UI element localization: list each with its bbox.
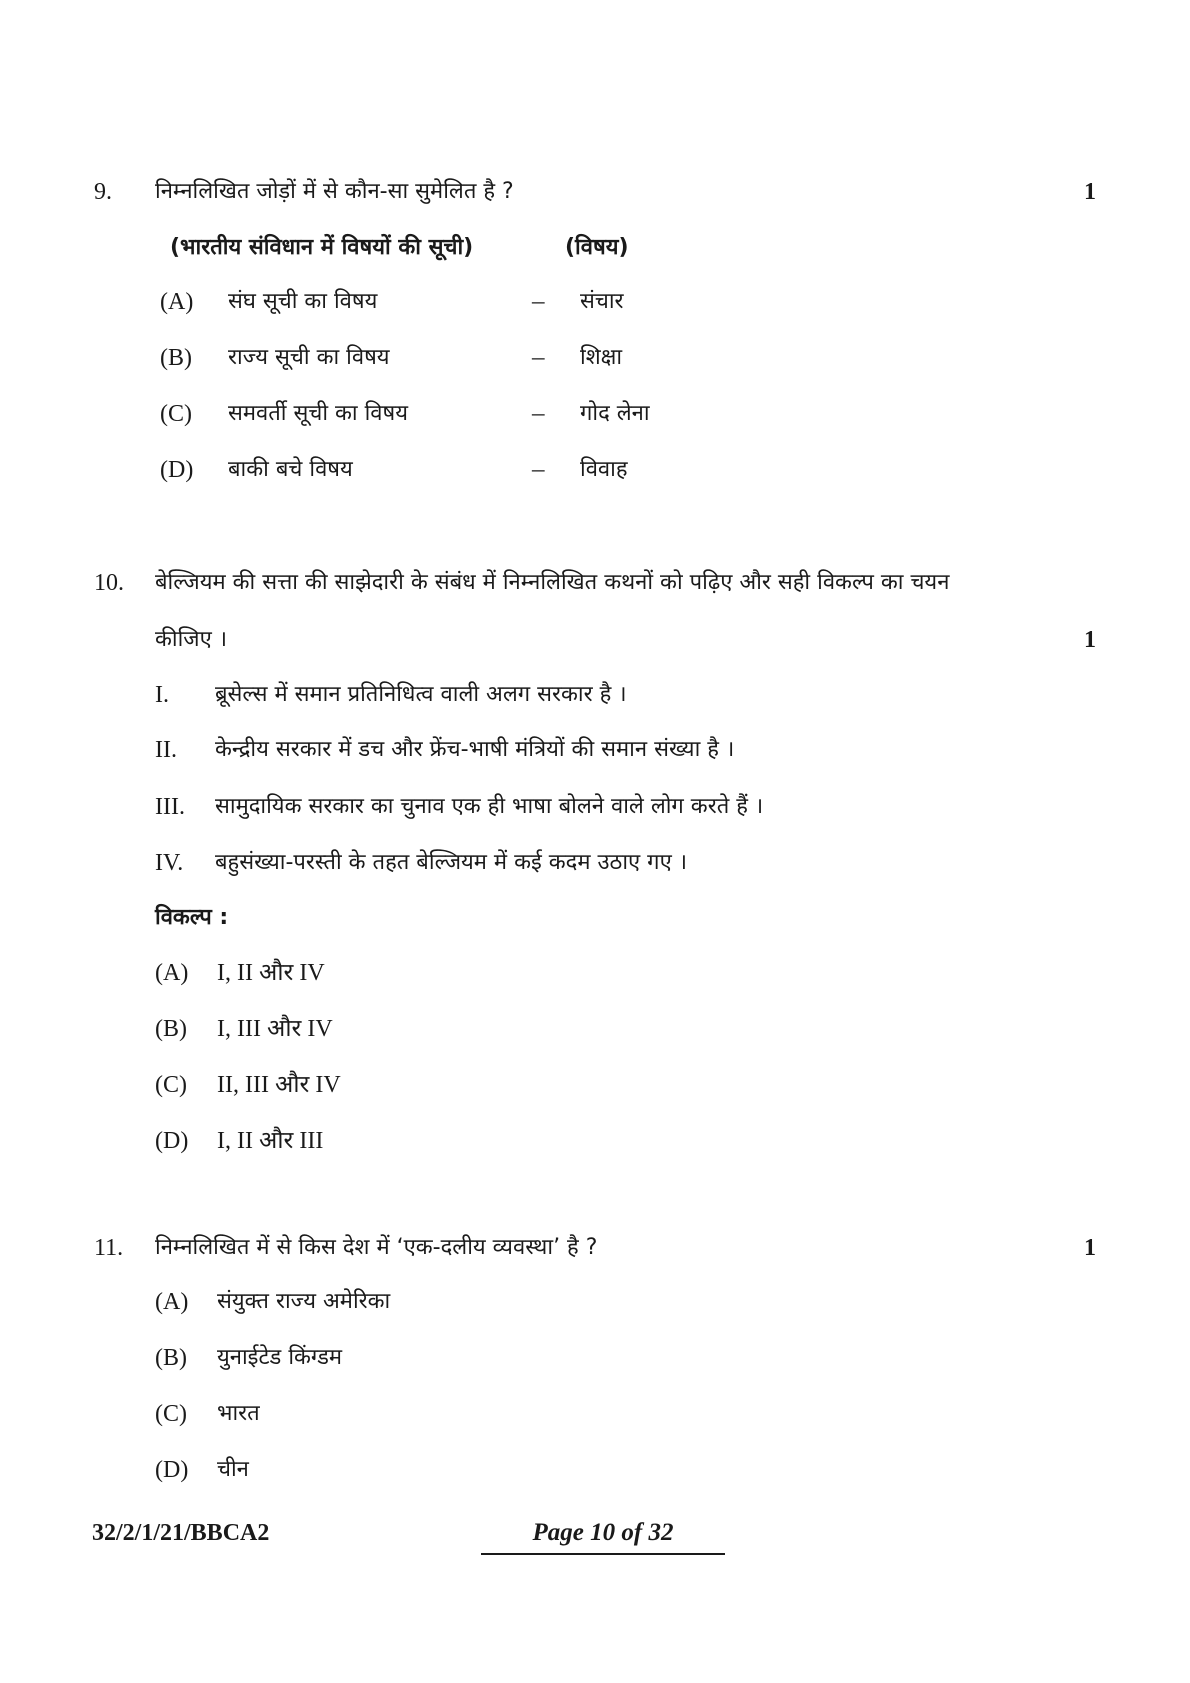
statement-label: II. xyxy=(155,737,177,763)
marks: 1 xyxy=(1084,627,1096,653)
statement-text: ब्रूसेल्स में समान प्रतिनिधित्व वाली अलग सरकार है । xyxy=(215,682,627,707)
table-header-left: (भारतीय संविधान में विषयों की सूची) xyxy=(170,235,474,260)
question-text-line2: कीजिए । xyxy=(155,627,228,652)
option-right: संचार xyxy=(580,289,624,314)
option-text: II, III और IV xyxy=(217,1072,341,1098)
option-label: (B) xyxy=(160,345,192,371)
statement-text: सामुदायिक सरकार का चुनाव एक ही भाषा बोलने वाले लोग करते हैं । xyxy=(215,794,764,819)
option-dash: – xyxy=(532,344,545,371)
statement-text: बहुसंख्या-परस्ती के तहत बेल्जियम में कई कदम उठाए गए । xyxy=(215,850,688,875)
question-number: 9. xyxy=(94,179,112,205)
option-text: I, II और III xyxy=(217,1128,324,1154)
option-right: गोद लेना xyxy=(580,401,650,426)
question-text: निम्नलिखित में से किस देश में ‘एक-दलीय व्यवस्था’ है ? xyxy=(155,1235,598,1260)
option-label: (D) xyxy=(160,457,194,483)
option-label: (D) xyxy=(155,1457,189,1483)
option-label: (A) xyxy=(155,1289,189,1315)
table-header-right: (विषय) xyxy=(565,235,629,260)
option-label: (C) xyxy=(160,401,192,427)
option-left: राज्य सूची का विषय xyxy=(228,345,390,370)
option-left: संघ सूची का विषय xyxy=(228,289,378,314)
options-heading: विकल्प : xyxy=(155,905,229,930)
option-right: विवाह xyxy=(580,457,628,482)
marks: 1 xyxy=(1084,1235,1096,1261)
footer-underline xyxy=(481,1553,725,1555)
option-label: (A) xyxy=(160,289,194,315)
option-right: शिक्षा xyxy=(580,345,623,370)
option-text: I, III और IV xyxy=(217,1016,333,1042)
option-text: भारत xyxy=(217,1401,260,1426)
option-label: (A) xyxy=(155,960,189,986)
option-dash: – xyxy=(532,456,545,483)
option-label: (D) xyxy=(155,1128,189,1154)
option-label: (B) xyxy=(155,1345,187,1371)
question-text: निम्नलिखित जोड़ों में से कौन-सा सुमेलित है ? xyxy=(155,179,514,204)
question-text-line1: बेल्जियम की सत्ता की साझेदारी के संबंध में निम्नलिखित कथनों को पढ़िए और सही विकल्प का चयन xyxy=(155,570,950,595)
paper-code: 32/2/1/21/BBCA2 xyxy=(92,1520,270,1546)
option-dash: – xyxy=(532,288,545,315)
option-left: बाकी बचे विषय xyxy=(228,457,353,482)
statement-label: III. xyxy=(155,794,185,820)
option-label: (C) xyxy=(155,1401,187,1427)
statement-label: I. xyxy=(155,682,169,708)
option-dash: – xyxy=(532,400,545,427)
statement-text: केन्द्रीय सरकार में डच और फ्रेंच-भाषी मंत्रियों की समान संख्या है । xyxy=(215,737,735,762)
question-number: 11. xyxy=(94,1235,124,1261)
option-text: I, II और IV xyxy=(217,960,325,986)
marks: 1 xyxy=(1084,179,1096,205)
question-number: 10. xyxy=(94,570,124,596)
option-label: (C) xyxy=(155,1072,187,1098)
option-text: युनाईटेड किंग्डम xyxy=(217,1345,343,1370)
page-number: Page 10 of 32 xyxy=(532,1519,674,1546)
statement-label: IV. xyxy=(155,850,184,876)
option-left: समवर्ती सूची का विषय xyxy=(228,401,409,426)
option-text: संयुक्त राज्य अमेरिका xyxy=(217,1289,391,1314)
option-label: (B) xyxy=(155,1016,187,1042)
option-text: चीन xyxy=(217,1457,249,1482)
